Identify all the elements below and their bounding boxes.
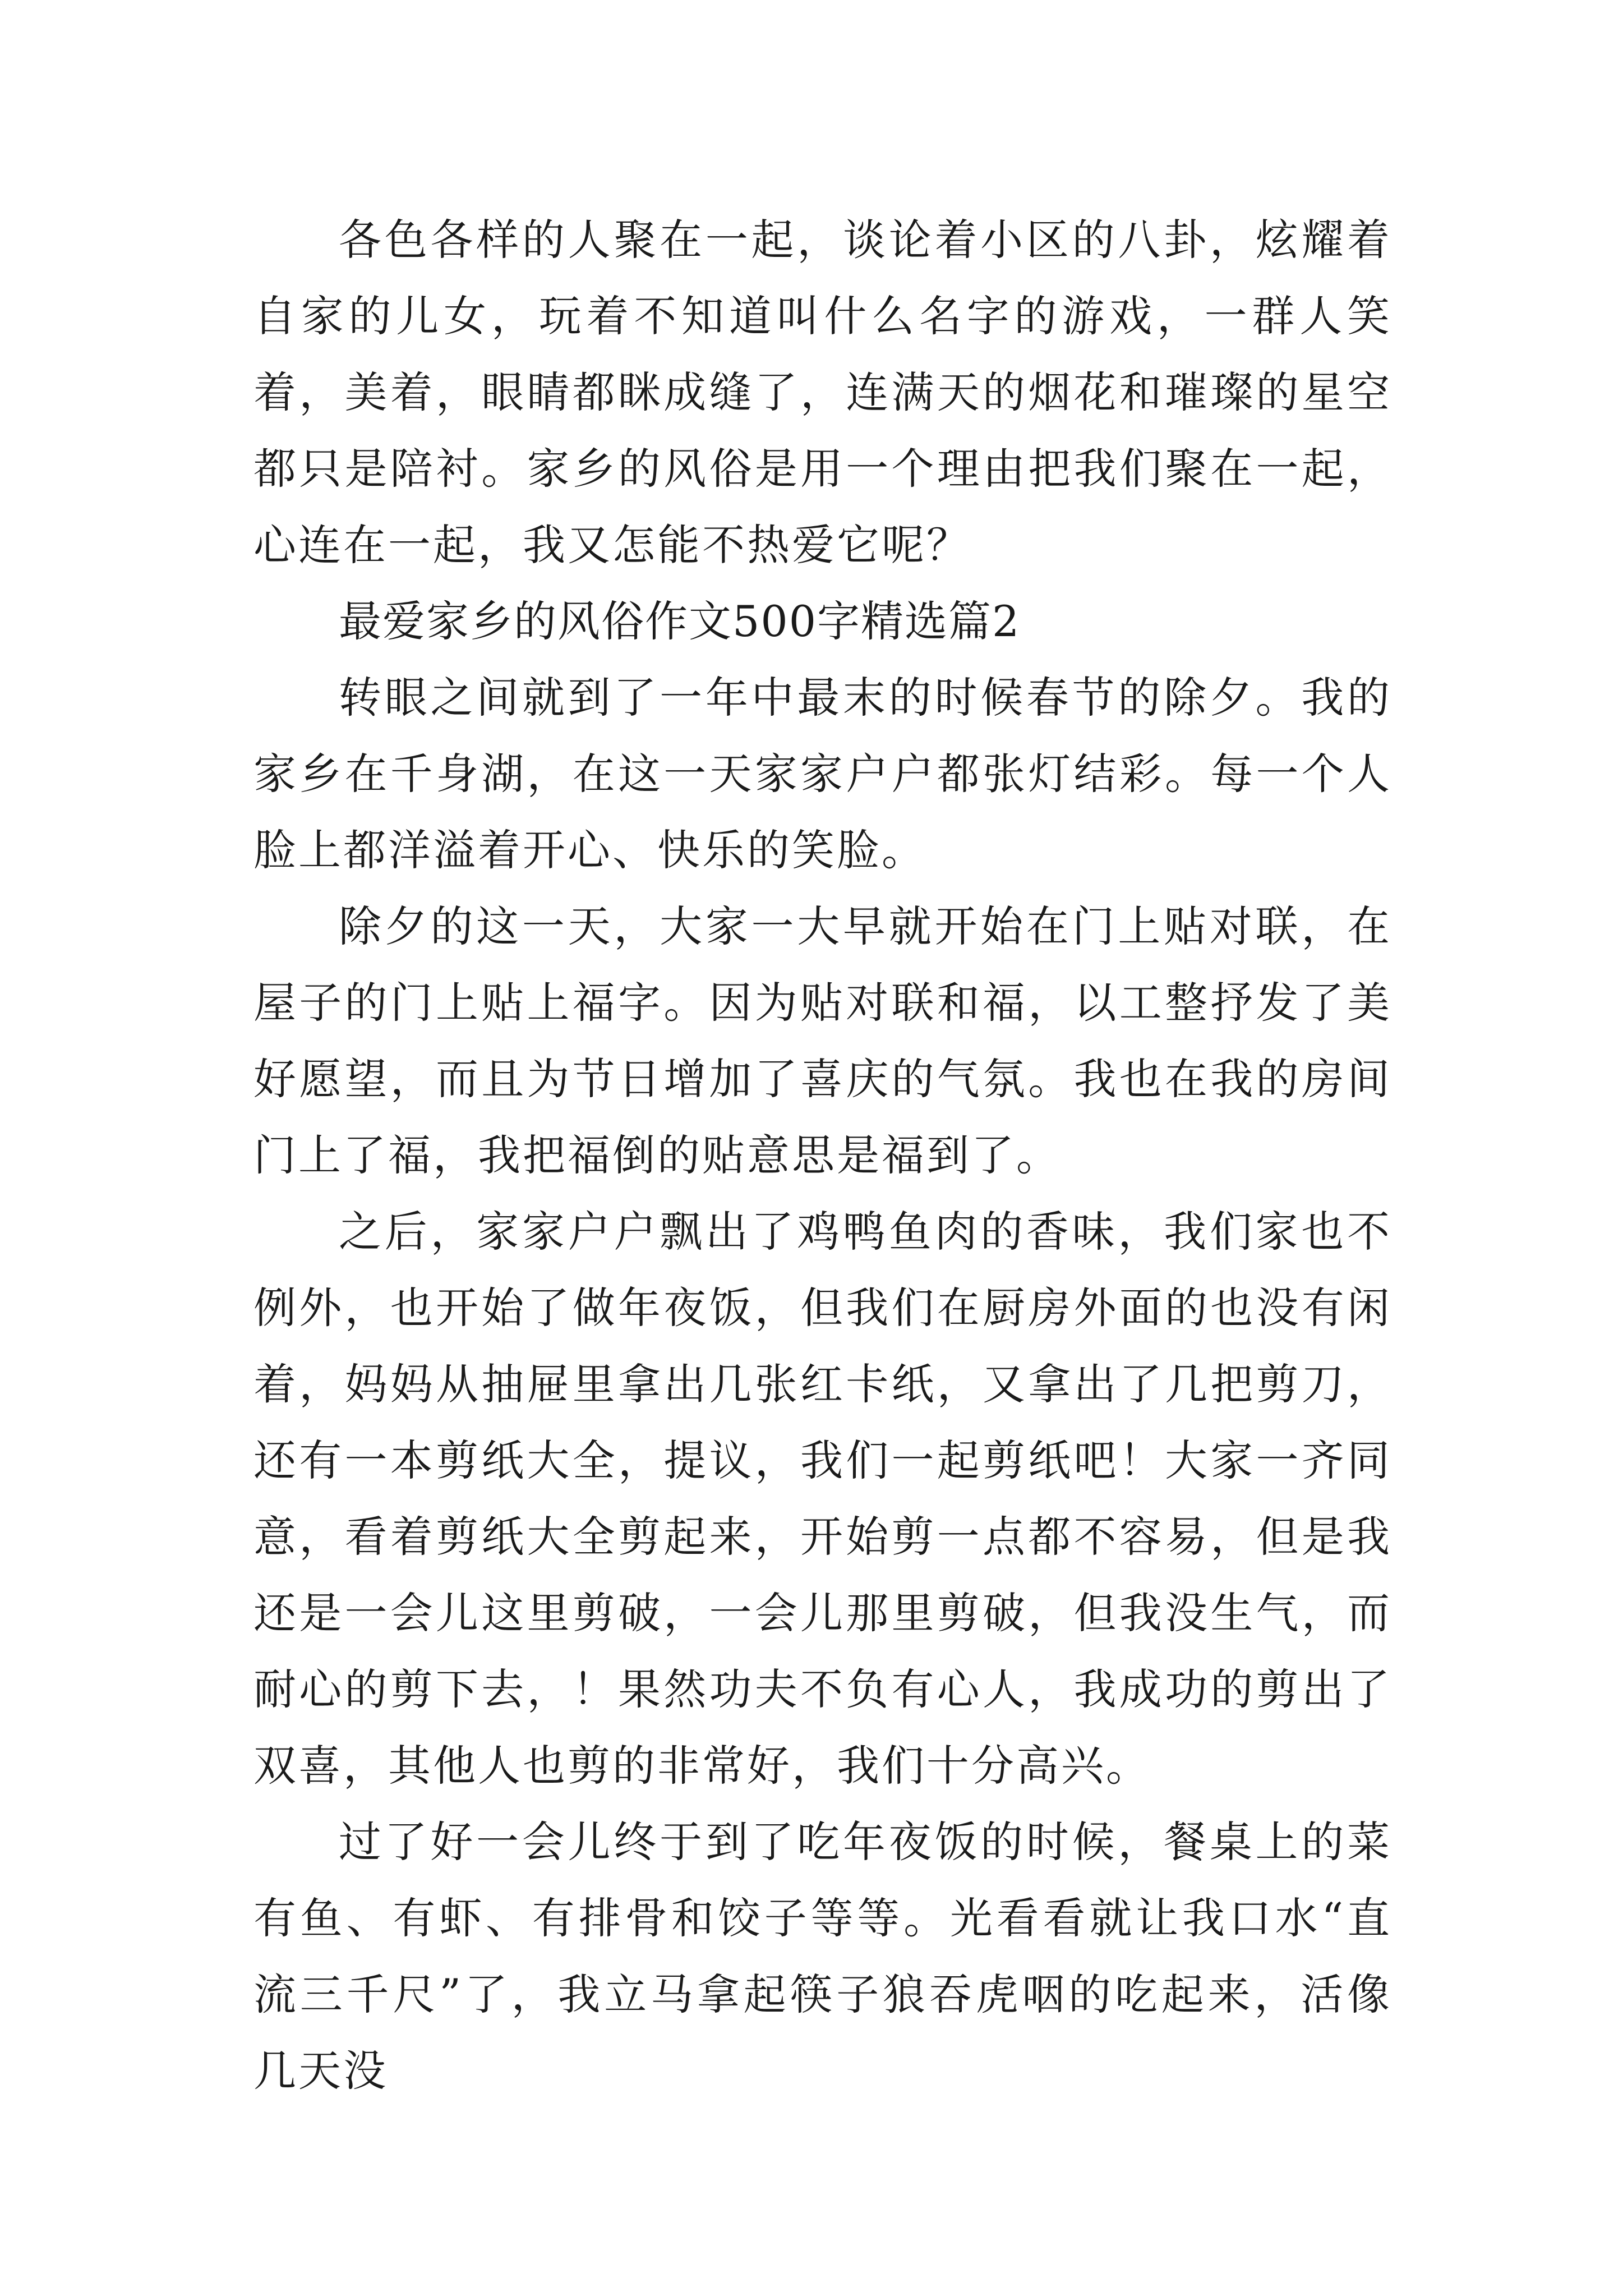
essay-body <box>253 202 1392 2109</box>
paragraph-dinner: 过了好一会儿终于到了吃年夜饭的时候，餐桌上的菜有鱼、有虾、有排骨和饺子等等。光看看就让我口水“直流三千尺”了，我立马拿起筷子狼吞虎咽的吃起来，活像几天没 <box>253 1817 1392 2096</box>
paragraph-new-year-eve: 转眼之间就到了一年中最末的时候春节的除夕。我的家乡在千身湖，在这一天家家户户都张灯结彩。每一个人脸上都洋溢着开心、快乐的笑脸。 <box>253 673 1392 875</box>
paragraph-couplets: 除夕的这一天，大家一大早就开始在门上贴对联，在屋子的门上贴上福字。因为贴对联和福，以工整抒发了美好愿望，而且为节日增加了喜庆的气氛。我也在我的房间门上了福，我把福倒的贴意思是福到了。 <box>253 901 1392 1180</box>
section-heading: 最爱家乡的风俗作文500字精选篇2 <box>339 596 1021 646</box>
paragraph-gathering: 各色各样的人聚在一起，谈论着小区的八卦，炫耀着自家的儿女，玩着不知道叫什么名字的游戏，一群人笑着，美着，眼睛都眯成缝了，连满天的烟花和璀璨的星空都只是陪衬。家乡的风俗是用一个理由把我们聚在一起，心连在一起，我又怎能不热爱它呢？ <box>253 215 1392 570</box>
paragraph-paper-cutting: 之后，家家户户飘出了鸡鸭鱼肉的香味，我们家也不例外，也开始了做年夜饭，但我们在厨房外面的也没有闲着，妈妈从抽屉里拿出几张红卡纸，又拿出了几把剪刀，还有一本剪纸大全，提议，我们一起剪纸吧！大家一齐同意，看着剪纸大全剪起来，开始剪一点都不容易，但是我还是一会儿这里剪破，一会儿那里剪破，但我没生气，而耐心的剪下去，！果然功夫不负有心人，我成功的剪出了双喜，其他人也剪的非常好，我们十分高兴。 <box>253 1207 1392 1791</box>
